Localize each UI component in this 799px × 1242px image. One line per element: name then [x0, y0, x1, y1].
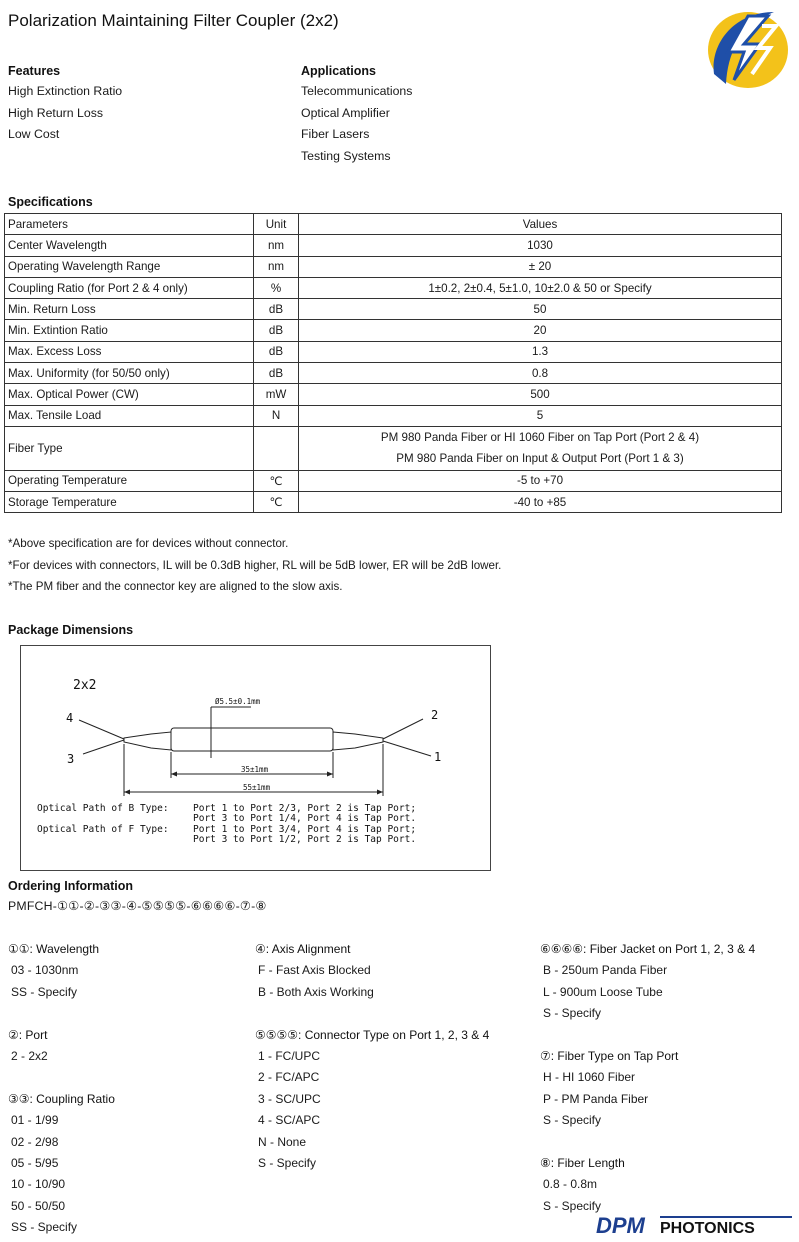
applications-heading: Applications: [301, 64, 377, 78]
param-cell: Max. Uniformity (for 50/50 only): [5, 363, 254, 384]
param-cell: Max. Tensile Load: [5, 405, 254, 426]
option-item: H - HI 1060 Fiber: [543, 1070, 636, 1085]
param-cell: Max. Optical Power (CW): [5, 384, 254, 405]
header-unit: Unit: [254, 214, 299, 235]
option-heading: ④: Axis Alignment: [255, 942, 351, 956]
table-header-row: [5, 214, 782, 235]
value-cell: 20: [299, 320, 782, 341]
option-item: 1 - FC/UPC: [258, 1049, 321, 1064]
brand-dpm: DPM: [596, 1213, 645, 1238]
notes: [8, 533, 501, 598]
option-item: 05 - 5/95: [11, 1156, 59, 1171]
unit-cell: dB: [254, 320, 299, 341]
table-row: [5, 341, 782, 362]
dpm-photonics-logo-icon: [594, 1212, 794, 1238]
value-cell: [299, 426, 782, 470]
outer-length-label: 55±1mm: [243, 783, 271, 792]
table-row: [5, 320, 782, 341]
ordering-col-2: [255, 939, 489, 1174]
param-cell: Storage Temperature: [5, 491, 254, 512]
value-cell: 0.8: [299, 363, 782, 384]
param-cell: Min. Extintion Ratio: [5, 320, 254, 341]
param-cell: Coupling Ratio (for Port 2 & 4 only): [5, 277, 254, 298]
option-item: 4 - SC/APC: [258, 1113, 321, 1128]
option-item: N - None: [258, 1134, 307, 1149]
diameter-label: Ø5.5±0.1mm: [215, 697, 261, 706]
path-b-label: Optical Path of B Type:: [37, 803, 169, 814]
value-cell: -40 to +85: [299, 491, 782, 512]
unit-cell: ℃: [254, 491, 299, 512]
table-row-fiber-type: [5, 426, 782, 470]
note-line: *For devices with connectors, IL will be 0.3dB higher, RL will be 5dB lower, ER will be 2dB lower.: [8, 558, 502, 572]
table-row: [5, 491, 782, 512]
value-cell: 1.3: [299, 341, 782, 362]
header-parameters: Parameters: [5, 214, 254, 235]
application-item: Telecommunications: [301, 84, 413, 98]
table-row: [5, 384, 782, 405]
package-drawing-box: [20, 645, 491, 871]
option-item: S - Specify: [258, 1156, 317, 1171]
option-item: 0.8 - 0.8m: [543, 1177, 598, 1192]
option-item: SS - Specify: [11, 1220, 78, 1235]
table-row: [5, 235, 782, 256]
port-4-label: 4: [66, 711, 74, 725]
value-cell: ± 20: [299, 256, 782, 277]
unit-cell: mW: [254, 384, 299, 405]
features-heading: Features: [8, 64, 61, 78]
option-heading: ②: Port: [8, 1027, 48, 1042]
applications-section: [301, 64, 412, 167]
table-row: [5, 299, 782, 320]
value-cell: -5 to +70: [299, 470, 782, 491]
label-2x2: 2x2: [73, 678, 97, 693]
option-item: 2 - 2x2: [11, 1049, 48, 1064]
note-line: *The PM fiber and the connector key are aligned to the slow axis.: [8, 580, 343, 593]
option-heading: ⑦: Fiber Type on Tap Port: [540, 1049, 679, 1064]
fiber-type-line-1: PM 980 Panda Fiber or HI 1060 Fiber on Tap Port (Port 2 & 4): [380, 430, 700, 444]
unit-cell: nm: [254, 256, 299, 277]
param-cell: Operating Temperature: [5, 470, 254, 491]
features-section: [8, 64, 122, 146]
unit-cell: %: [254, 277, 299, 298]
port-1-label: 1: [434, 750, 442, 764]
option-item: B - 250um Panda Fiber: [543, 963, 668, 978]
feature-item: Low Cost: [8, 127, 60, 142]
ordering-code: PMFCH-①①-②-③③-④-⑤⑤⑤⑤-⑥⑥⑥⑥-⑦-⑧: [8, 899, 267, 913]
path-f-line-1: Port 1 to Port 3/4, Port 4 is Tap Port;: [193, 824, 417, 835]
ordering-col-1: [8, 939, 115, 1239]
value-cell: 500: [299, 384, 782, 405]
option-item: 02 - 2/98: [11, 1134, 59, 1149]
param-cell: Max. Excess Loss: [5, 341, 254, 362]
feature-item: High Extinction Ratio: [8, 84, 123, 98]
ordering-col-3: [540, 939, 755, 1217]
option-item: S - Specify: [543, 1006, 602, 1021]
path-b-line-2: Port 3 to Port 1/4, Port 4 is Tap Port.: [193, 813, 417, 824]
application-item: Testing Systems: [301, 148, 391, 163]
port-2-label: 2: [431, 708, 439, 722]
brand-photonics: PHOTONICS: [660, 1220, 755, 1237]
table-row: [5, 363, 782, 384]
table-row: [5, 256, 782, 277]
option-heading: ⑥⑥⑥⑥: Fiber Jacket on Port 1, 2, 3 & 4: [540, 942, 756, 956]
option-item: P - PM Panda Fiber: [543, 1091, 649, 1106]
value-cell: 1±0.2, 2±0.4, 5±1.0, 10±2.0 & 50 or Specify: [299, 277, 782, 298]
note-line: *Above specification are for devices without connector.: [8, 537, 289, 550]
table-row: [5, 277, 782, 298]
option-item: 2 - FC/APC: [258, 1070, 320, 1085]
option-heading: ⑧: Fiber Length: [540, 1156, 625, 1171]
value-cell: 1030: [299, 235, 782, 256]
option-item: SS - Specify: [11, 984, 78, 999]
ordering-heading: Ordering Information: [8, 879, 133, 893]
option-item: 50 - 50/50: [11, 1198, 66, 1213]
unit-cell: dB: [254, 341, 299, 362]
unit-cell: nm: [254, 235, 299, 256]
company-logo-icon: [704, 4, 792, 92]
application-item: Fiber Lasers: [301, 127, 370, 142]
value-cell: 50: [299, 299, 782, 320]
table-row: [5, 405, 782, 426]
option-item: F - Fast Axis Blocked: [258, 963, 371, 978]
header-values: Values: [299, 214, 782, 235]
path-f-line-2: Port 3 to Port 1/2, Port 2 is Tap Port.: [193, 834, 417, 845]
unit-cell: N: [254, 405, 299, 426]
port-3-label: 3: [67, 752, 75, 766]
value-cell: 5: [299, 405, 782, 426]
param-cell: Center Wavelength: [5, 235, 254, 256]
package-heading: Package Dimensions: [8, 623, 134, 637]
option-item: L - 900um Loose Tube: [543, 984, 663, 999]
param-cell: Min. Return Loss: [5, 299, 254, 320]
unit-cell: dB: [254, 299, 299, 320]
option-item: S - Specify: [543, 1198, 602, 1213]
specifications-table: [4, 213, 782, 513]
feature-item: High Return Loss: [8, 105, 104, 120]
specifications-heading: Specifications: [8, 195, 93, 209]
option-heading: ①①: Wavelength: [8, 942, 100, 956]
option-item: 01 - 1/99: [11, 1113, 59, 1128]
table-row: [5, 470, 782, 491]
option-item: S - Specify: [543, 1113, 602, 1128]
path-b-line-1: Port 1 to Port 2/3, Port 2 is Tap Port;: [193, 803, 417, 814]
option-item: 03 - 1030nm: [11, 963, 79, 978]
param-cell: Operating Wavelength Range: [5, 256, 254, 277]
page-title: Polarization Maintaining Filter Coupler (2x2): [8, 11, 339, 30]
option-heading: ③③: Coupling Ratio: [8, 1091, 115, 1106]
package-drawing: [21, 646, 492, 872]
inner-length-label: 35±1mm: [241, 765, 269, 774]
application-item: Optical Amplifier: [301, 105, 390, 120]
option-heading: ⑤⑤⑤⑤: Connector Type on Port 1, 2, 3 & 4: [255, 1027, 490, 1042]
unit-cell: ℃: [254, 470, 299, 491]
path-f-label: Optical Path of F Type:: [37, 824, 169, 835]
unit-cell: dB: [254, 363, 299, 384]
param-cell: Fiber Type: [5, 426, 254, 470]
unit-cell: [254, 426, 299, 470]
option-item: 3 - SC/UPC: [258, 1091, 321, 1106]
option-item: B - Both Axis Working: [258, 984, 374, 999]
option-item: 10 - 10/90: [11, 1177, 66, 1192]
fiber-type-line-2: PM 980 Panda Fiber on Input & Output Port (Port 1 & 3): [396, 452, 684, 466]
